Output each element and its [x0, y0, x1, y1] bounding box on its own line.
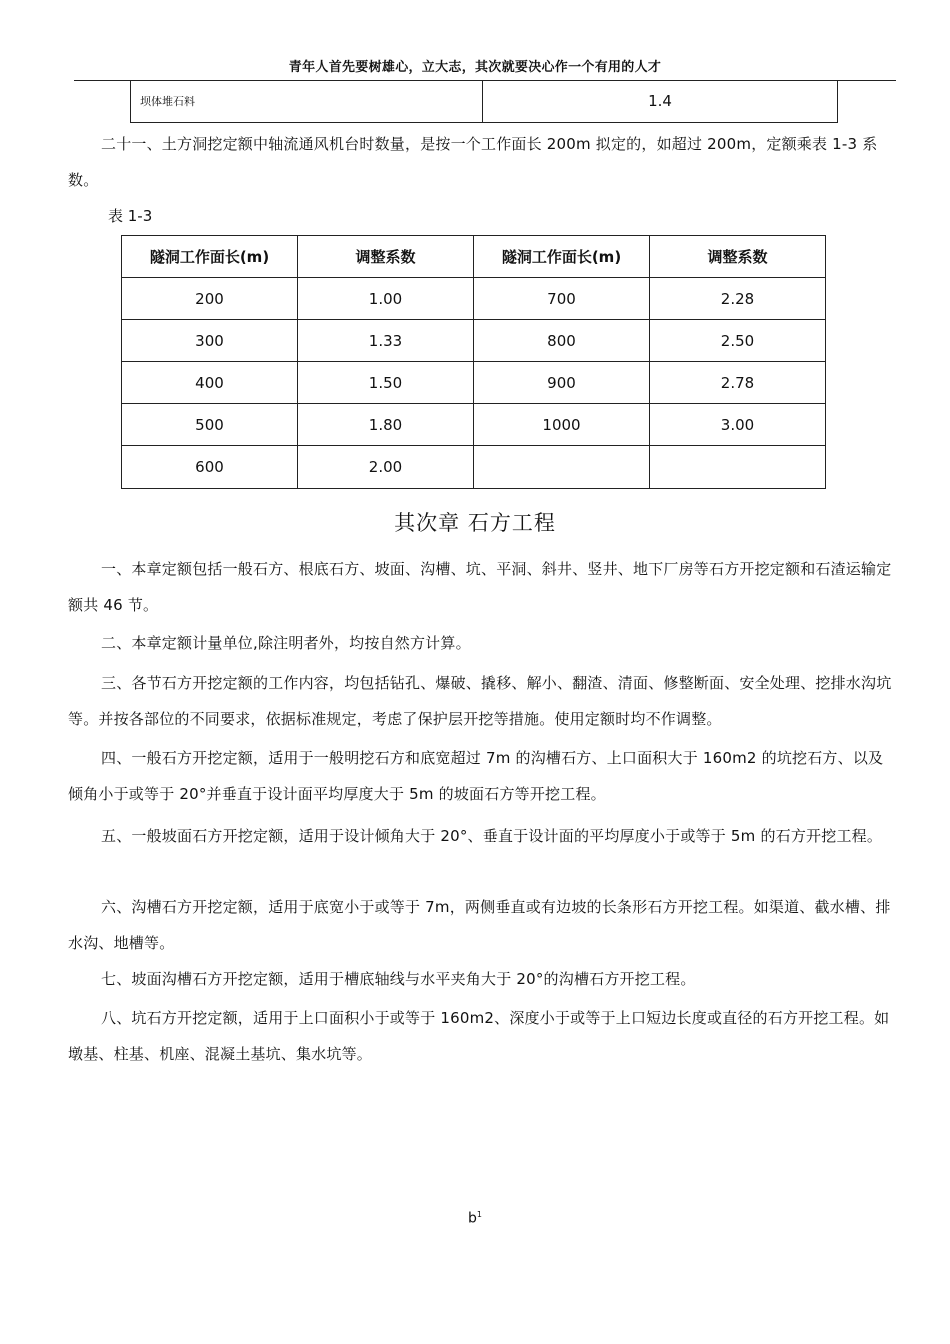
table-cell: 2.00 — [298, 446, 474, 489]
table-cell: 1.50 — [298, 362, 474, 404]
table-cell: 1.80 — [298, 404, 474, 446]
paragraph-4: 四、一般石方开挖定额，适用于一般明挖石方和底宽超过 7m 的沟槽石方、上口面积大于 160m2 的坑挖石方、以及倾角小于或等于 20°并垂直于设计面平均厚度大于 5m 的坡面石方等开挖工程。 — [68, 749, 884, 803]
top-table-label: 坝体堆石料 — [131, 80, 483, 123]
table-cell: 1.00 — [298, 278, 474, 320]
table-cell: 1000 — [474, 404, 650, 446]
table-cell — [474, 446, 650, 489]
table-header-cell: 隧洞工作面长(m) — [122, 236, 298, 278]
table-cell: 200 — [122, 278, 298, 320]
table-cell: 800 — [474, 320, 650, 362]
table-cell: 600 — [122, 446, 298, 489]
table-row — [122, 278, 826, 320]
table-row — [122, 320, 826, 362]
table-cell — [650, 446, 826, 489]
paragraph-5: 五、一般坡面石方开挖定额，适用于设计倾角大于 20°、垂直于设计面的平均厚度小于或等于 5m 的石方开挖工程。 — [101, 827, 883, 845]
table-row — [122, 362, 826, 404]
coefficient-table — [121, 235, 826, 489]
table-row — [131, 80, 838, 123]
page-number — [0, 1210, 950, 1227]
paragraph-6: 六、沟槽石方开挖定额，适用于底宽小于或等于 7m，两侧垂直或有边坡的长条形石方开挖工程。如渠道、截水槽、排水沟、地槽等。 — [68, 898, 891, 952]
table-header-cell: 调整系数 — [298, 236, 474, 278]
table-cell: 900 — [474, 362, 650, 404]
paragraph-1: 一、本章定额包括一般石方、根底石方、坡面、沟槽、坑、平洞、斜井、竖井、地下厂房等石方开挖定额和石渣运输定额共 46 节。 — [68, 560, 892, 614]
table-row — [122, 404, 826, 446]
table-cell: 2.28 — [650, 278, 826, 320]
table-label: 表 1-3 — [108, 207, 153, 225]
paragraph-21: 二十一、土方洞挖定额中轴流通风机台时数量，是按一个工作面长 200m 拟定的，如超过 200m，定额乘表 1-3 系数。 — [68, 135, 878, 189]
table-cell: 500 — [122, 404, 298, 446]
top-table-value: 1.4 — [483, 80, 838, 123]
table-header-cell: 调整系数 — [650, 236, 826, 278]
table-cell: 400 — [122, 362, 298, 404]
paragraph-7: 七、坡面沟槽石方开挖定额，适用于槽底轴线与水平夹角大于 20°的沟槽石方开挖工程。 — [101, 970, 696, 988]
page-header-text: 青年人首先要树雄心，立大志，其次就要决心作一个有用的人才 — [288, 60, 662, 75]
paragraph-2: 二、本章定额计量单位,除注明者外，均按自然方计算。 — [101, 634, 471, 652]
page-number-sup: 1 — [476, 1210, 482, 1219]
table-header-row — [122, 236, 826, 278]
table-cell: 2.78 — [650, 362, 826, 404]
table-cell: 700 — [474, 278, 650, 320]
table-cell: 3.00 — [650, 404, 826, 446]
top-table — [130, 80, 838, 123]
table-header-cell: 隧洞工作面长(m) — [474, 236, 650, 278]
chapter-title: 其次章 石方工程 — [394, 511, 556, 535]
table-cell: 1.33 — [298, 320, 474, 362]
paragraph-3: 三、各节石方开挖定额的工作内容，均包括钻孔、爆破、撬移、解小、翻渣、清面、修整断面、安全处理、挖排水沟坑等。并按各部位的不同要求，依据标准规定，考虑了保护层开挖等措施。使用定额时均不作调整。 — [68, 674, 892, 728]
page-number-text: b — [468, 1210, 477, 1227]
table-row — [122, 446, 826, 489]
paragraph-8: 八、坑石方开挖定额，适用于上口面积小于或等于 160m2、深度小于或等于上口短边长度或直径的石方开挖工程。如墩基、柱基、机座、混凝土基坑、集水坑等。 — [68, 1009, 890, 1063]
table-cell: 2.50 — [650, 320, 826, 362]
table-cell: 300 — [122, 320, 298, 362]
